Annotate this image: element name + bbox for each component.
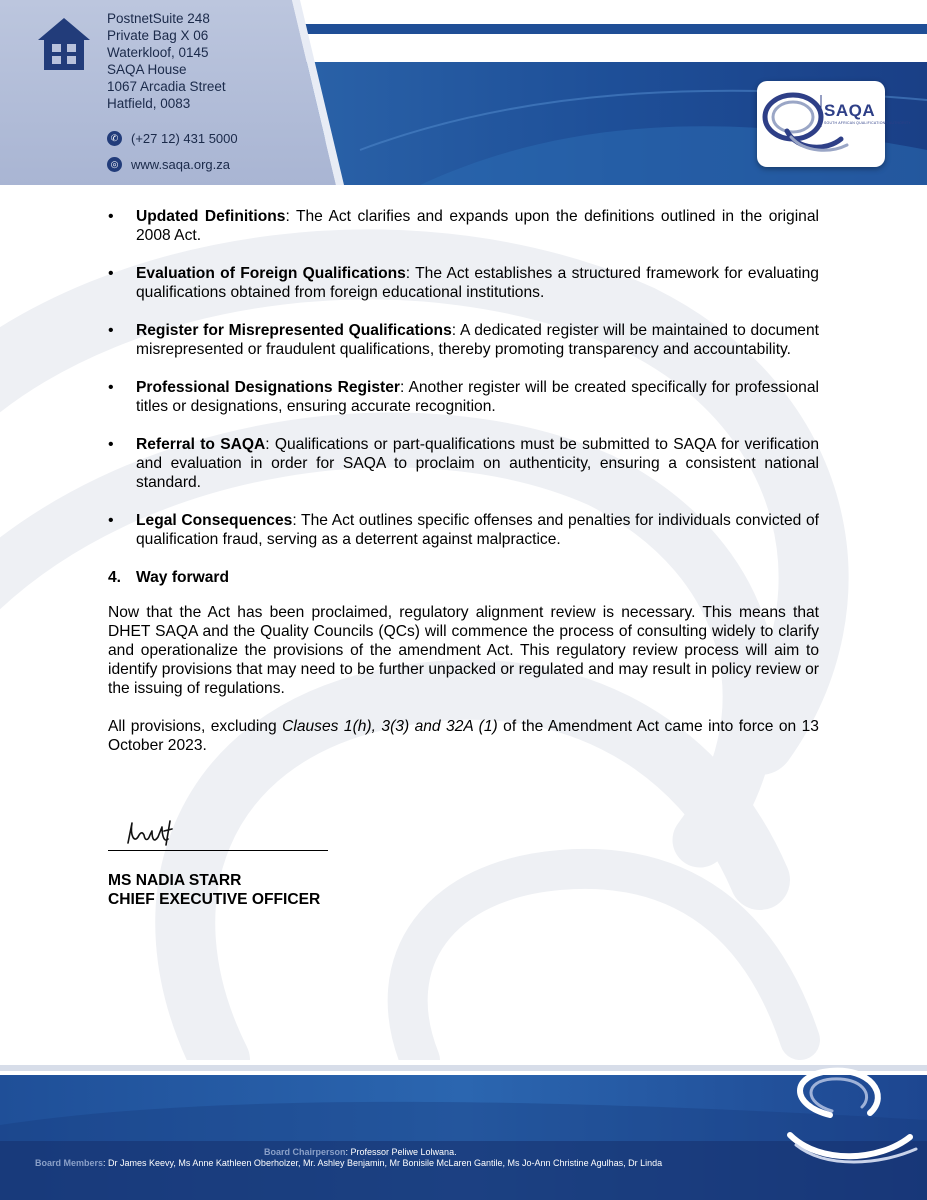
bullet-title: Evaluation of Foreign Qualifications	[136, 265, 406, 282]
signatory-block	[108, 871, 320, 909]
signature-line	[108, 850, 328, 851]
signer-name: MS NADIA STARR	[108, 872, 242, 889]
phone-icon: ✆	[107, 131, 122, 146]
footer-swirl-icon	[770, 1065, 920, 1165]
bullet-text: : A dedicated register will be maintained to document misrepresented or fraudulent qualifications, thereby promoting transparency and accountability.	[136, 322, 819, 358]
members-label: Board Members	[35, 1158, 104, 1168]
board-chairperson	[264, 1147, 457, 1157]
bullet-title: Legal Consequences	[136, 512, 293, 529]
board-members	[35, 1158, 662, 1168]
address-line: SAQA House	[107, 62, 187, 77]
section-title: Way forward	[136, 569, 229, 586]
address-line: Private Bag X 06	[107, 28, 209, 43]
address-line: Waterkloof, 0145	[107, 45, 209, 60]
bullet-text: : Another register will be created specifically for professional titles or designations, ensuring accurate recognition.	[136, 379, 819, 415]
chair-label: Board Chairperson	[264, 1147, 346, 1157]
bullet-title: Referral to SAQA	[136, 436, 266, 453]
members-value: : Dr James Keevy, Ms Anne Kathleen Oberholzer, Mr. Ashley Benjamin, Mr Bonisile McLaren Gantile, Ms Jo-Ann Christine Agulhas, Dr Linda	[103, 1158, 663, 1168]
paragraph: Now that the Act has been proclaimed, regulatory alignment review is necessary. This means that DHET SAQA and the Quality Councils (QCs) will commence the process of consulting widely to clarify and operationalize the provisions of the amendment Act. This regulatory review process will aim to identify provisions that may need to be further unpacked or regulated and may result in policy review or the issuing of regulations.	[108, 604, 819, 697]
address-line: Hatfield, 0083	[107, 96, 191, 111]
paragraph-text: of the Amendment Act came into force on 13 October 2023.	[108, 718, 819, 754]
postal-address	[107, 10, 226, 112]
list-item	[108, 264, 819, 302]
letterhead-footer	[0, 1065, 927, 1200]
logo-wordmark: SAQA	[824, 101, 876, 120]
chair-value: : Professor Peliwe Lolwana.	[345, 1147, 457, 1157]
list-item	[108, 378, 819, 416]
letterhead-header	[0, 0, 927, 185]
logo-tagline: SOUTH AFRICAN QUALIFICATIONS AUTHORITY	[824, 121, 911, 125]
website-link[interactable]: www.saqa.org.za	[131, 157, 230, 172]
letter-body	[108, 207, 819, 774]
list-item	[108, 321, 819, 359]
bullet-text: : The Act establishes a structured framework for evaluating qualifications obtained from foreign educational institutions.	[136, 265, 819, 301]
phone-contact	[107, 131, 238, 146]
signer-title: CHIEF EXECUTIVE OFFICER	[108, 891, 321, 908]
bullet-text: : The Act outlines specific offenses and penalties for individuals convicted of qualification fraud, serving as a deterrent against malpractice.	[136, 512, 820, 548]
section-heading	[108, 568, 819, 587]
paragraph	[108, 717, 819, 755]
globe-icon: ◎	[107, 157, 122, 172]
address-line: PostnetSuite 248	[107, 11, 210, 26]
bullet-title: Register for Misrepresented Qualifications	[136, 322, 452, 339]
provisions-list	[108, 207, 819, 549]
bullet-text: : Qualifications or part-qualifications must be submitted to SAQA for verification and evaluation in order for SAQA to proclaim on authenticity, ensuring a consistent national standard.	[136, 436, 819, 491]
phone-number: (+27 12) 431 5000	[131, 131, 238, 146]
list-item	[108, 207, 819, 245]
list-item	[108, 511, 819, 549]
bullet-title: Professional Designations Register	[136, 379, 400, 396]
address-line: 1067 Arcadia Street	[107, 79, 226, 94]
house-icon	[38, 16, 90, 72]
bullet-title: Updated Definitions	[136, 208, 286, 225]
bullet-text: : The Act clarifies and expands upon the definitions outlined in the original 2008 Act.	[136, 208, 819, 244]
saqa-logo	[757, 81, 911, 167]
paragraph-text: All provisions, excluding	[108, 718, 283, 735]
list-item	[108, 435, 819, 492]
section-number: 4.	[108, 569, 122, 586]
website-contact[interactable]	[107, 157, 230, 172]
clauses-reference: Clauses 1(h), 3(3) and 32A (1)	[282, 718, 498, 735]
handwritten-signature	[108, 813, 328, 851]
